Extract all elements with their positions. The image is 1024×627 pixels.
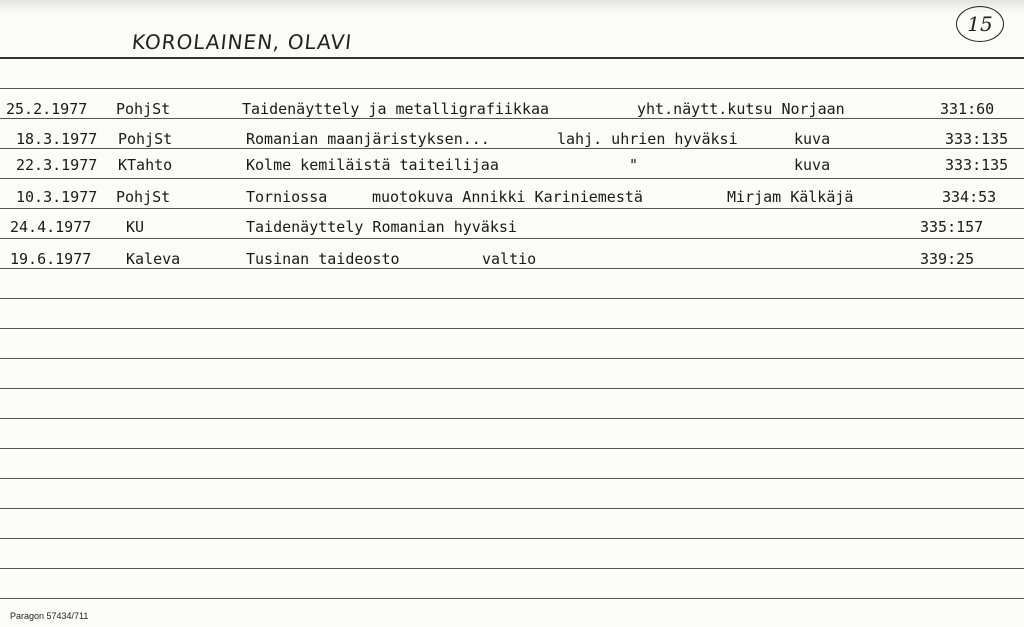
entry-row	[0, 93, 1024, 123]
entry-row	[0, 243, 1024, 273]
entry-ref: 339:25	[920, 250, 975, 268]
card-number: 15	[956, 6, 1004, 42]
entry-ref: 333:135	[945, 130, 1009, 148]
entry-note: yht.näytt.kutsu Norjaan	[637, 100, 845, 118]
entry-ref: 334:53	[942, 188, 997, 206]
entry-date: 19.6.1977	[10, 250, 92, 268]
entry-source: PohjSt	[116, 188, 171, 206]
rule	[0, 298, 1024, 299]
rule	[0, 448, 1024, 449]
rule	[0, 358, 1024, 359]
entry-title: Taidenäyttely ja metalligrafiikkaa	[242, 100, 550, 118]
rule	[0, 388, 1024, 389]
card-top-edge	[0, 0, 1024, 14]
entry-source: KTahto	[118, 156, 173, 174]
entry-ref: 333:135	[945, 156, 1009, 174]
entry-date: 18.3.1977	[16, 130, 98, 148]
rule	[0, 538, 1024, 539]
entry-title: Tusinan taideosto	[246, 250, 400, 268]
entry-ref: 335:157	[920, 218, 984, 236]
entry-extra: kuva	[794, 130, 831, 148]
entry-title: Taidenäyttely Romanian hyväksi	[246, 218, 517, 236]
entry-date: 22.3.1977	[16, 156, 98, 174]
entry-note: lahj. uhrien hyväksi	[557, 130, 738, 148]
entry-note: muotokuva Annikki Kariniemestä	[372, 188, 643, 206]
entry-date: 24.4.1977	[10, 218, 92, 236]
rule	[0, 88, 1024, 89]
entry-date: 10.3.1977	[16, 188, 98, 206]
rule	[0, 418, 1024, 419]
entry-source: Kaleva	[126, 250, 181, 268]
rule	[0, 478, 1024, 479]
entry-title: Kolme kemiläistä taiteilijaa	[246, 156, 499, 174]
entry-date: 25.2.1977	[6, 100, 88, 118]
rule	[0, 328, 1024, 329]
entry-source: KU	[126, 218, 145, 236]
rule	[0, 568, 1024, 569]
entry-row	[0, 181, 1024, 211]
entry-title: Romanian maanjäristyksen...	[246, 130, 490, 148]
person-name: KOROLAINEN, OLAVI	[130, 30, 354, 54]
entry-ref: 331:60	[940, 100, 995, 118]
header-rule	[0, 57, 1024, 59]
printer-mark: Paragon 57434/711	[10, 611, 89, 621]
entry-extra: kuva	[794, 156, 831, 174]
entry-note: "	[629, 156, 639, 174]
rule	[0, 598, 1024, 599]
entry-note: valtio	[482, 250, 537, 268]
entry-source: PohjSt	[116, 100, 171, 118]
rule	[0, 508, 1024, 509]
entry-title: Torniossa	[246, 188, 328, 206]
entry-row	[0, 149, 1024, 179]
entry-extra: Mirjam Kälkäjä	[727, 188, 854, 206]
entry-source: PohjSt	[118, 130, 173, 148]
entry-row	[0, 211, 1024, 241]
